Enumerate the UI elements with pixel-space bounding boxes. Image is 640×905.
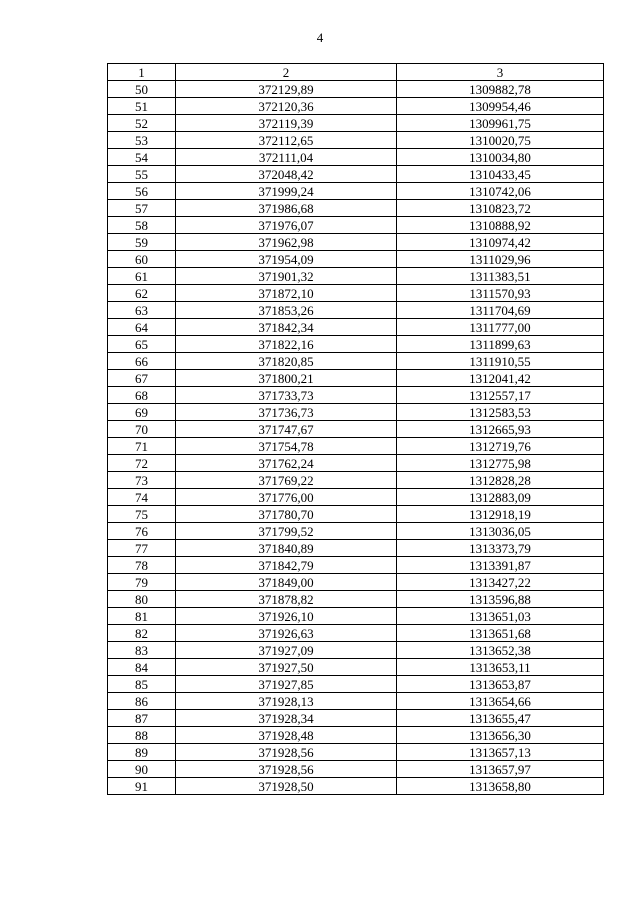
y-coordinate-cell: 1313655,47 (397, 710, 604, 727)
x-coordinate-cell: 371762,24 (176, 455, 397, 472)
point-number-cell: 69 (108, 404, 176, 421)
point-number-cell: 52 (108, 115, 176, 132)
x-coordinate-cell: 371776,00 (176, 489, 397, 506)
table-row (108, 319, 604, 336)
x-coordinate-cell: 371800,21 (176, 370, 397, 387)
y-coordinate-cell: 1309954,46 (397, 98, 604, 115)
table-row (108, 659, 604, 676)
point-number-cell: 54 (108, 149, 176, 166)
table-row (108, 251, 604, 268)
point-number-cell: 63 (108, 302, 176, 319)
point-number-cell: 75 (108, 506, 176, 523)
y-coordinate-cell: 1313657,97 (397, 761, 604, 778)
x-coordinate-cell: 371853,26 (176, 302, 397, 319)
y-coordinate-cell: 1313373,79 (397, 540, 604, 557)
table-row (108, 98, 604, 115)
table-row (108, 81, 604, 98)
point-number-cell: 61 (108, 268, 176, 285)
table-row (108, 404, 604, 421)
x-coordinate-cell: 371747,67 (176, 421, 397, 438)
point-number-cell: 86 (108, 693, 176, 710)
point-number-cell: 57 (108, 200, 176, 217)
table-header-row (108, 64, 604, 81)
x-coordinate-cell: 371928,56 (176, 744, 397, 761)
y-coordinate-cell: 1312828,28 (397, 472, 604, 489)
point-number-cell: 51 (108, 98, 176, 115)
column-header-2: 2 (176, 64, 397, 81)
x-coordinate-cell: 371927,09 (176, 642, 397, 659)
y-coordinate-cell: 1311570,93 (397, 285, 604, 302)
point-number-cell: 70 (108, 421, 176, 438)
point-number-cell: 59 (108, 234, 176, 251)
point-number-cell: 91 (108, 778, 176, 795)
y-coordinate-cell: 1311029,96 (397, 251, 604, 268)
point-number-cell: 72 (108, 455, 176, 472)
table-row (108, 761, 604, 778)
point-number-cell: 73 (108, 472, 176, 489)
x-coordinate-cell: 371822,16 (176, 336, 397, 353)
y-coordinate-cell: 1310974,42 (397, 234, 604, 251)
table-row (108, 472, 604, 489)
table-row (108, 540, 604, 557)
point-number-cell: 68 (108, 387, 176, 404)
point-number-cell: 71 (108, 438, 176, 455)
point-number-cell: 82 (108, 625, 176, 642)
y-coordinate-cell: 1312775,98 (397, 455, 604, 472)
point-number-cell: 53 (108, 132, 176, 149)
table-row (108, 285, 604, 302)
column-header-1: 1 (108, 64, 176, 81)
point-number-cell: 66 (108, 353, 176, 370)
y-coordinate-cell: 1310034,80 (397, 149, 604, 166)
table-row (108, 183, 604, 200)
table-row (108, 200, 604, 217)
y-coordinate-cell: 1312883,09 (397, 489, 604, 506)
page-number: 4 (316, 30, 324, 45)
x-coordinate-cell: 371928,34 (176, 710, 397, 727)
point-number-cell: 76 (108, 523, 176, 540)
y-coordinate-cell: 1312918,19 (397, 506, 604, 523)
y-coordinate-cell: 1313427,22 (397, 574, 604, 591)
y-coordinate-cell: 1312719,76 (397, 438, 604, 455)
table-row (108, 387, 604, 404)
table-row (108, 370, 604, 387)
x-coordinate-cell: 371928,56 (176, 761, 397, 778)
y-coordinate-cell: 1310433,45 (397, 166, 604, 183)
point-number-cell: 90 (108, 761, 176, 778)
x-coordinate-cell: 371780,70 (176, 506, 397, 523)
y-coordinate-cell: 1313654,66 (397, 693, 604, 710)
table-row (108, 455, 604, 472)
x-coordinate-cell: 372120,36 (176, 98, 397, 115)
y-coordinate-cell: 1310888,92 (397, 217, 604, 234)
table-row (108, 132, 604, 149)
table-row (108, 693, 604, 710)
point-number-cell: 74 (108, 489, 176, 506)
y-coordinate-cell: 1313652,38 (397, 642, 604, 659)
y-coordinate-cell: 1311910,55 (397, 353, 604, 370)
point-number-cell: 84 (108, 659, 176, 676)
x-coordinate-cell: 371976,07 (176, 217, 397, 234)
table-row (108, 302, 604, 319)
point-number-cell: 58 (108, 217, 176, 234)
point-number-cell: 50 (108, 81, 176, 98)
x-coordinate-cell: 371840,89 (176, 540, 397, 557)
table-row (108, 353, 604, 370)
x-coordinate-cell: 371927,85 (176, 676, 397, 693)
table-row (108, 778, 604, 795)
y-coordinate-cell: 1313651,03 (397, 608, 604, 625)
point-number-cell: 77 (108, 540, 176, 557)
y-coordinate-cell: 1313653,87 (397, 676, 604, 693)
point-number-cell: 81 (108, 608, 176, 625)
y-coordinate-cell: 1312583,53 (397, 404, 604, 421)
table-row (108, 574, 604, 591)
x-coordinate-cell: 371754,78 (176, 438, 397, 455)
x-coordinate-cell: 371986,68 (176, 200, 397, 217)
y-coordinate-cell: 1313653,11 (397, 659, 604, 676)
x-coordinate-cell: 371901,32 (176, 268, 397, 285)
x-coordinate-cell: 371842,79 (176, 557, 397, 574)
x-coordinate-cell: 372129,89 (176, 81, 397, 98)
x-coordinate-cell: 371736,73 (176, 404, 397, 421)
x-coordinate-cell: 372119,39 (176, 115, 397, 132)
x-coordinate-cell: 371954,09 (176, 251, 397, 268)
point-number-cell: 67 (108, 370, 176, 387)
x-coordinate-cell: 371733,73 (176, 387, 397, 404)
y-coordinate-cell: 1312665,93 (397, 421, 604, 438)
point-number-cell: 64 (108, 319, 176, 336)
table-row (108, 506, 604, 523)
table-row (108, 710, 604, 727)
table-row (108, 438, 604, 455)
table-row (108, 421, 604, 438)
x-coordinate-cell: 372111,04 (176, 149, 397, 166)
table-row (108, 676, 604, 693)
x-coordinate-cell: 371927,50 (176, 659, 397, 676)
y-coordinate-cell: 1313391,87 (397, 557, 604, 574)
x-coordinate-cell: 371769,22 (176, 472, 397, 489)
y-coordinate-cell: 1311899,63 (397, 336, 604, 353)
point-number-cell: 85 (108, 676, 176, 693)
y-coordinate-cell: 1311383,51 (397, 268, 604, 285)
y-coordinate-cell: 1313658,80 (397, 778, 604, 795)
point-number-cell: 79 (108, 574, 176, 591)
point-number-cell: 56 (108, 183, 176, 200)
point-number-cell: 65 (108, 336, 176, 353)
table-row (108, 625, 604, 642)
point-number-cell: 83 (108, 642, 176, 659)
x-coordinate-cell: 371842,34 (176, 319, 397, 336)
x-coordinate-cell: 372048,42 (176, 166, 397, 183)
table-row (108, 608, 604, 625)
y-coordinate-cell: 1310742,06 (397, 183, 604, 200)
y-coordinate-cell: 1313036,05 (397, 523, 604, 540)
x-coordinate-cell: 371820,85 (176, 353, 397, 370)
table-row (108, 234, 604, 251)
y-coordinate-cell: 1312557,17 (397, 387, 604, 404)
point-number-cell: 78 (108, 557, 176, 574)
y-coordinate-cell: 1313656,30 (397, 727, 604, 744)
table-row (108, 523, 604, 540)
table-row (108, 744, 604, 761)
x-coordinate-cell: 371999,24 (176, 183, 397, 200)
table-row (108, 217, 604, 234)
x-coordinate-cell: 371926,63 (176, 625, 397, 642)
x-coordinate-cell: 371928,48 (176, 727, 397, 744)
table-row (108, 489, 604, 506)
coordinates-table (107, 63, 604, 795)
y-coordinate-cell: 1310823,72 (397, 200, 604, 217)
x-coordinate-cell: 371799,52 (176, 523, 397, 540)
y-coordinate-cell: 1309882,78 (397, 81, 604, 98)
table-row (108, 557, 604, 574)
y-coordinate-cell: 1311777,00 (397, 319, 604, 336)
table-row (108, 115, 604, 132)
point-number-cell: 62 (108, 285, 176, 302)
table-row (108, 268, 604, 285)
x-coordinate-cell: 371962,98 (176, 234, 397, 251)
point-number-cell: 60 (108, 251, 176, 268)
x-coordinate-cell: 371926,10 (176, 608, 397, 625)
y-coordinate-cell: 1311704,69 (397, 302, 604, 319)
point-number-cell: 55 (108, 166, 176, 183)
table-row (108, 642, 604, 659)
x-coordinate-cell: 371928,50 (176, 778, 397, 795)
table-row (108, 149, 604, 166)
point-number-cell: 87 (108, 710, 176, 727)
point-number-cell: 88 (108, 727, 176, 744)
table-row (108, 166, 604, 183)
y-coordinate-cell: 1312041,42 (397, 370, 604, 387)
y-coordinate-cell: 1313657,13 (397, 744, 604, 761)
x-coordinate-cell: 371849,00 (176, 574, 397, 591)
column-header-3: 3 (397, 64, 604, 81)
table-row (108, 591, 604, 608)
point-number-cell: 89 (108, 744, 176, 761)
x-coordinate-cell: 371878,82 (176, 591, 397, 608)
x-coordinate-cell: 371872,10 (176, 285, 397, 302)
y-coordinate-cell: 1310020,75 (397, 132, 604, 149)
x-coordinate-cell: 372112,65 (176, 132, 397, 149)
x-coordinate-cell: 371928,13 (176, 693, 397, 710)
point-number-cell: 80 (108, 591, 176, 608)
y-coordinate-cell: 1313596,88 (397, 591, 604, 608)
y-coordinate-cell: 1309961,75 (397, 115, 604, 132)
y-coordinate-cell: 1313651,68 (397, 625, 604, 642)
table-row (108, 727, 604, 744)
table-row (108, 336, 604, 353)
